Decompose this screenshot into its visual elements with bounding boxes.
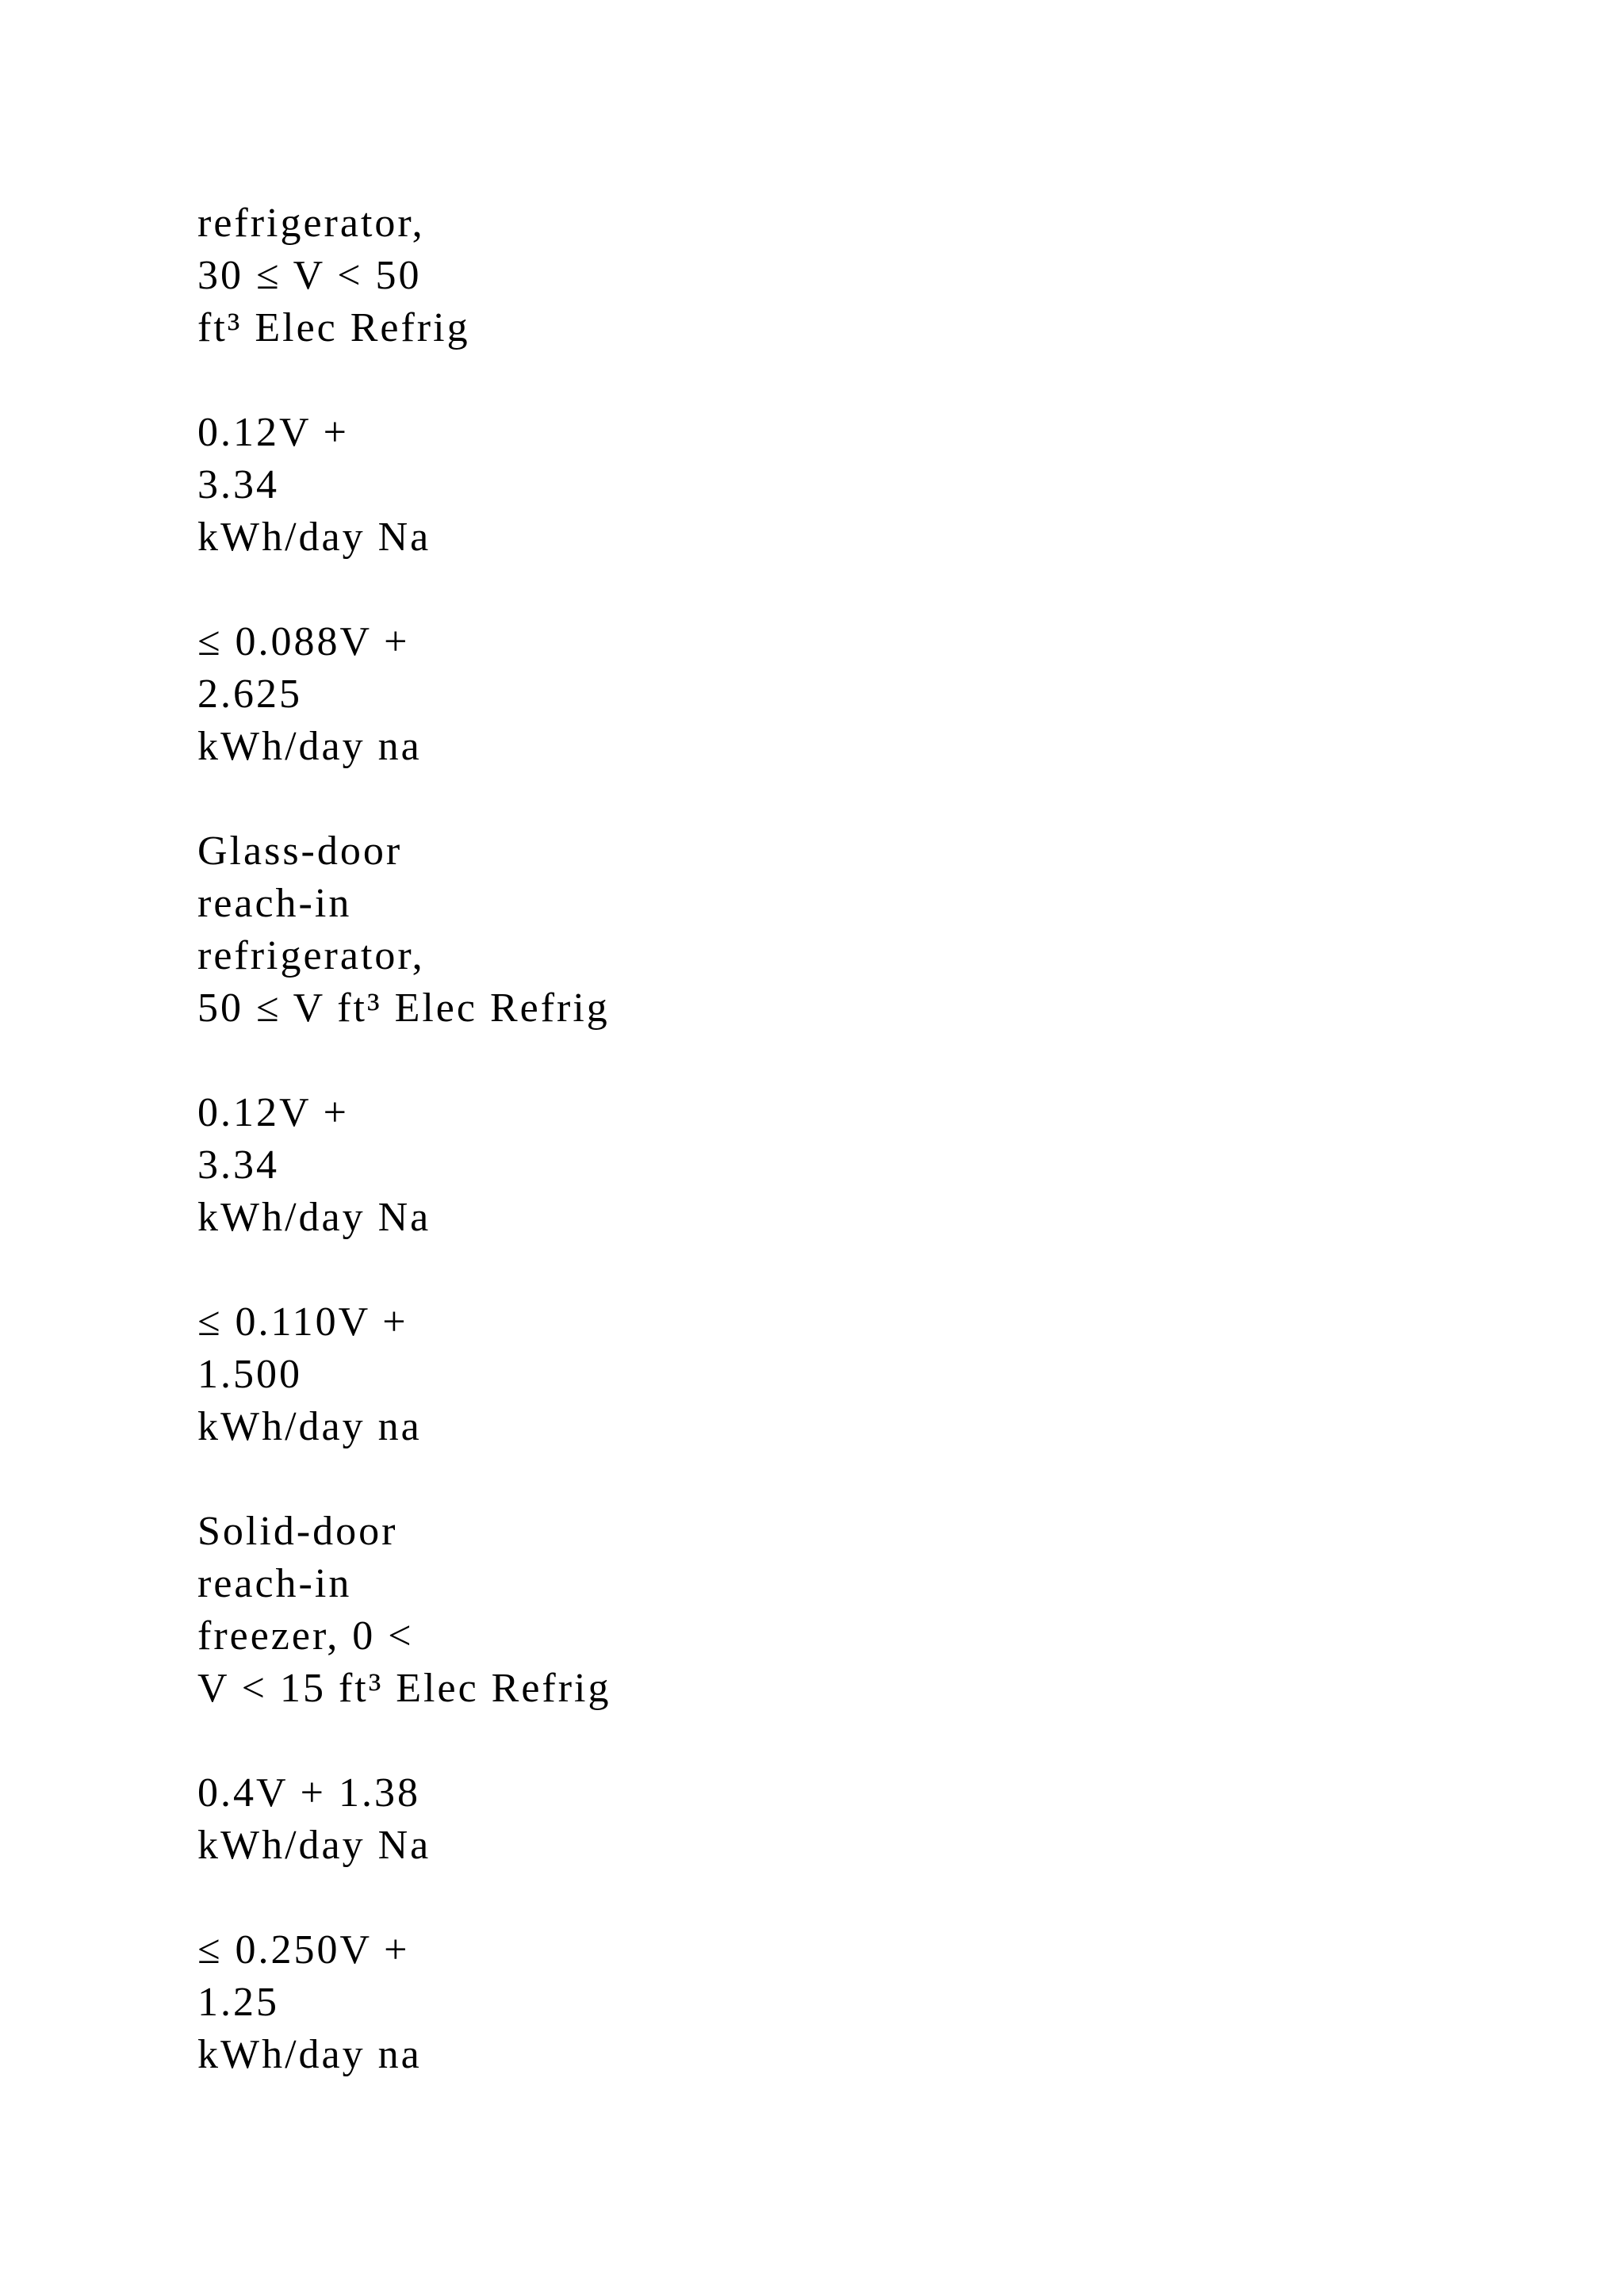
text-line: kWh/day na	[197, 2032, 422, 2077]
text-line: 30 ≤ V < 50	[197, 253, 422, 298]
text-line: freezer, 0 <	[197, 1613, 414, 1659]
blank-line	[197, 1453, 1466, 1506]
text-line: V < 15 ft³ Elec Refrig	[197, 1666, 611, 1711]
text-line: 0.4V + 1.38	[197, 1770, 420, 1816]
text-line: kWh/day na	[197, 724, 422, 769]
blank-line	[197, 1715, 1466, 1767]
text-line: kWh/day Na	[197, 515, 431, 560]
blank-line	[197, 1872, 1466, 1924]
text-line: Glass-door	[197, 828, 403, 874]
text-line: refrigerator,	[197, 933, 425, 978]
text-line: kWh/day Na	[197, 1195, 431, 1240]
text-line: ≤ 0.110V +	[197, 1299, 408, 1345]
text-line: 0.12V +	[197, 410, 349, 455]
text-line: kWh/day na	[197, 1404, 422, 1449]
text-line: ≤ 0.088V +	[197, 619, 410, 664]
blank-line	[197, 564, 1466, 616]
text-line: 3.34	[197, 1142, 279, 1188]
text-line: 0.12V +	[197, 1090, 349, 1135]
text-line: 3.34	[197, 462, 279, 507]
text-line: reach-in	[197, 881, 352, 926]
document-text-block	[197, 197, 1466, 2081]
text-line: 1.500	[197, 1352, 302, 1397]
text-line: 50 ≤ V ft³ Elec Refrig	[197, 985, 610, 1031]
blank-line	[197, 773, 1466, 825]
blank-line	[197, 1035, 1466, 1087]
blank-line	[197, 1244, 1466, 1296]
text-line: 1.25	[197, 1980, 279, 2025]
text-line: reach-in	[197, 1561, 352, 1606]
text-line: Solid-door	[197, 1509, 398, 1554]
blank-line	[197, 354, 1466, 407]
text-line: 2.625	[197, 672, 302, 717]
text-line: ≤ 0.250V +	[197, 1927, 410, 1973]
text-line: kWh/day Na	[197, 1823, 431, 1868]
text-line: refrigerator,	[197, 201, 425, 246]
text-line: ft³ Elec Refrig	[197, 305, 470, 350]
